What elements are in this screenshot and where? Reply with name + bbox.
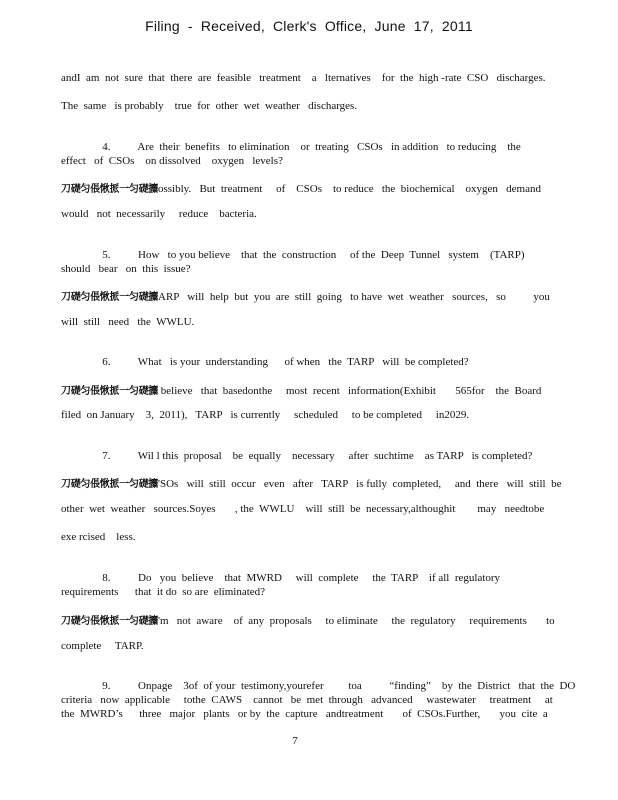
answer-7-line-2: other wet weather sources.Soyes , the WWLU will still be necessary,althoughit may needtobe (61, 503, 545, 515)
filing-header: Filing - Received, Clerk's Office, June 17, 2011 (145, 18, 473, 34)
question-8-line-1: 8. Do you believe that MWRD will complete the TARP if all regulatory (61, 572, 501, 584)
answer-4-line-2: would not necessarily reduce bacteria. (61, 208, 257, 220)
question-4-line-1: 4. Are their benefits to elimination or treating CSOs in addition to reducing the (61, 141, 521, 153)
garbled-prefix: 刀礎匀倀愀挀一匀礎攗 (61, 292, 158, 303)
answer-6-line-1: 刀礎匀倀愀挀一匀礎攗 believe that basedonthe most recent information(Exhibit 565for the Board (61, 385, 542, 397)
answer-8-line-1: 刀礎匀倀愀挀一匀礎攗'm not aware of any proposals to eliminate the regulatory requirements to (61, 615, 555, 627)
question-6-line-1: 6. What is your understanding of when the TARP will be completed? (61, 356, 469, 368)
question-9-line-3: the MWRD’s three major plants or by the capture andtreatment of CSOs.Further, you cite a (61, 708, 548, 720)
question-9-line-1: 9. Onpage 3of of your testimony,yourefer toa “finding” by the District that the DO (61, 680, 576, 692)
question-9-line-2: criteria now applicable tothe CAWS cannot be met through advanced wastewater treatment at (61, 694, 553, 706)
answer-7-line-1: 刀礎匀倀愀挀一匀礎攗'SOs will still occur even after TARP is fully completed, and there will still be (61, 478, 562, 490)
question-7-line-1: 7. Wil l this proposal be equally necessary after suchtime as TARP is completed? (61, 450, 533, 462)
text-line: andI am not sure that there are feasible treatment a lternatives for the high -rate CSO discharges. (61, 72, 546, 84)
question-4-line-2: effect of CSOs on dissolved oxygen levels? (61, 155, 283, 167)
answer-5-line-1: 刀礎匀倀愀挀一匀礎攗ARP will help but you are still going to have wet weather sources, so you (61, 291, 550, 303)
garbled-prefix: 刀礎匀倀愀挀一匀礎攗 (61, 184, 158, 195)
text-line: The same is probably true for other wet weather discharges. (61, 100, 358, 112)
answer-7-line-3: exe rcised less. (61, 531, 136, 543)
question-5-line-1: 5. How to you believe that the construction of the Deep Tunnel system (TARP) (61, 249, 525, 261)
answer-8-line-2: complete TARP. (61, 640, 144, 652)
garbled-prefix: 刀礎匀倀愀挀一匀礎攗 (61, 616, 158, 627)
answer-5-line-2: will still need the WWLU. (61, 316, 195, 328)
answer-6-line-2: filed on January 3, 2011), TARP is currently scheduled to be completed in2029. (61, 409, 470, 421)
answer-4-line-1: 刀礎匀倀愀挀一匀礎攗ossibly. But treatment of CSOs to reduce the biochemical oxygen demand (61, 183, 541, 195)
question-5-line-2: should bear on this issue? (61, 263, 191, 275)
page-number: 7 (292, 735, 298, 747)
question-8-line-2: requirements that it do so are eliminated? (61, 586, 266, 598)
garbled-prefix: 刀礎匀倀愀挀一匀礎攗 (61, 479, 158, 490)
garbled-prefix: 刀礎匀倀愀挀一匀礎攗 (61, 386, 158, 397)
